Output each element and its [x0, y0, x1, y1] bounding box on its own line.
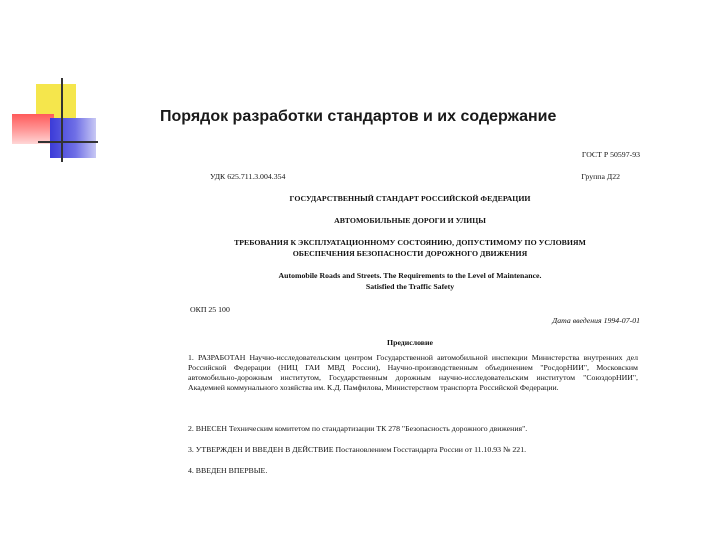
- red-square-shape: [12, 114, 54, 144]
- okp-code: ОКП 25 100: [190, 305, 230, 314]
- foreword-heading: Предисловие: [387, 338, 433, 347]
- english-title-line1: Automobile Roads and Streets. The Requirements to the Level of Maintenance.: [278, 271, 542, 280]
- foreword-paragraph-3: 3. УТВЕРЖДЕН И ВВЕДЕН В ДЕЙСТВИЕ Постановлением Госстандарта России от 11.10.93 № 221.: [188, 445, 527, 454]
- vertical-divider-line: [61, 78, 63, 162]
- slide-corner-decoration: [0, 0, 110, 170]
- udc-code: УДК 625.711.3.004.354: [210, 172, 286, 181]
- heading-subject: АВТОМОБИЛЬНЫЕ ДОРОГИ И УЛИЦЫ: [334, 216, 486, 225]
- heading-requirements-line1: ТРЕБОВАНИЯ К ЭКСПЛУАТАЦИОННОМУ СОСТОЯНИЮ, ДОПУСТИМОМУ ПО УСЛОВИЯМ: [234, 238, 586, 247]
- introduction-date: Дата введения 1994-07-01: [552, 316, 640, 325]
- group-code: Группа Д22: [581, 172, 620, 181]
- foreword-paragraph-1: 1. РАЗРАБОТАН Научно-исследовательским центром Государственной автомобильной инспекции Министерства внутренних дел Российской Федерации (НИЦ ГАИ МВД России), Научно-производственным объединением "РосдорНИИ", Московским автомобильно-дорожным институтом, Государственным дорожным научно-исследовательским институтом "СоюздорНИИ", Академией коммунального хозяйства им. К.Д. Памфилова, Министерством транспорта Российской Федерации.: [188, 353, 638, 393]
- foreword-paragraph-4: 4. ВВЕДЕН ВПЕРВЫЕ.: [188, 466, 268, 475]
- foreword-paragraph-2: 2. ВНЕСЕН Техническим комитетом по стандартизации ТК 278 "Безопасность дорожного движения".: [188, 424, 528, 433]
- heading-requirements-line2: ОБЕСПЕЧЕНИЯ БЕЗОПАСНОСТИ ДОРОЖНОГО ДВИЖЕНИЯ: [292, 249, 528, 258]
- standard-number: ГОСТ Р 50597-93: [581, 150, 640, 159]
- blue-square-shape: [50, 118, 96, 158]
- heading-state-standard: ГОСУДАРСТВЕННЫЙ СТАНДАРТ РОССИЙСКОЙ ФЕДЕРАЦИИ: [289, 194, 531, 203]
- slide-title: Порядок разработки стандартов и их содержание: [160, 108, 557, 125]
- horizontal-divider-line: [38, 141, 98, 143]
- english-title-line2: Satisfied the Traffic Safety: [365, 282, 455, 291]
